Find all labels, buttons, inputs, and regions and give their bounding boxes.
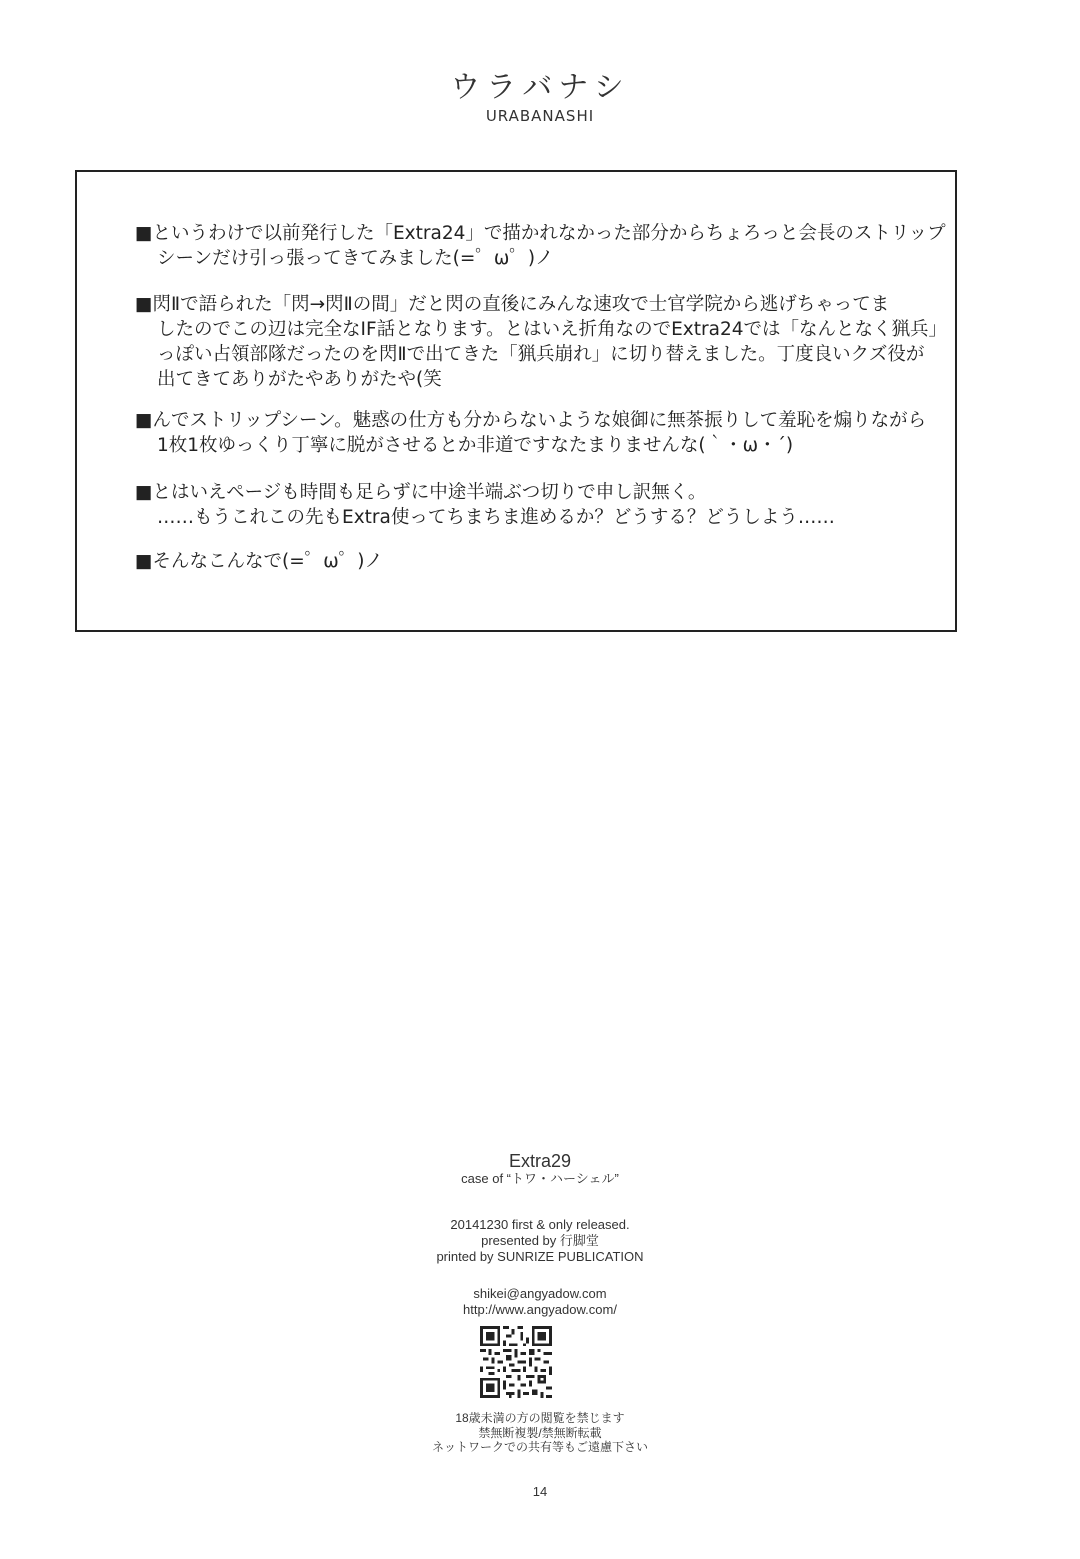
page-header	[0, 70, 1080, 126]
afterword-box	[75, 170, 957, 632]
contact-info	[340, 1286, 740, 1318]
presented-by: presented by 行脚堂	[481, 1233, 599, 1248]
note-paragraph-2	[135, 292, 947, 392]
website-url: http://www.angyadow.com/	[463, 1302, 617, 1317]
notice-block	[340, 1411, 740, 1455]
release-date: 20141230 first & only released.	[450, 1217, 630, 1232]
qr-code-icon	[480, 1326, 552, 1398]
release-info	[340, 1217, 740, 1265]
note-paragraph-5	[135, 549, 895, 574]
note-line: ■とはいえページも時間も足らずに中途半端ぶつ切りで申し訳無く。	[135, 482, 707, 503]
note-paragraph-4	[135, 480, 895, 530]
note-line: したのでこの辺は完全なIF話となります。とはいえ折角なのでExtra24では「なんとなく猟兵」	[157, 319, 947, 340]
note-line: ■閃Ⅱで語られた「閃→閃Ⅱの間」だと閃の直後にみんな速攻で士官学院から逃げちゃってま	[135, 294, 890, 315]
copy-restriction-notice: 禁無断複製/禁無断転載	[478, 1425, 602, 1440]
note-line: 1枚1枚ゆっくり丁寧に脱がさせるとか非道ですなたまりませんな(｀・ω・´)	[157, 435, 794, 456]
page-subtitle: URABANASHI	[485, 107, 595, 125]
page-number: 14	[532, 1484, 548, 1499]
sharing-restriction-notice: ネットワークでの共有等もご遠慮下さい	[431, 1440, 648, 1454]
page-title: ウラバナシ	[450, 70, 630, 105]
case-subtitle: case of “トワ・ハーシェル”	[461, 1171, 619, 1186]
age-restriction-notice: 18歳未満の方の閲覧を禁じます	[455, 1411, 625, 1425]
note-line: ■そんなこんなで(=゜ω゜)ノ	[135, 551, 383, 572]
note-line: ■というわけで以前発行した「Extra24」で描かれなかった部分からちょろっと会長のストリップ	[135, 223, 946, 244]
note-line: シーンだけ引っ張ってきてみました(=゜ω゜)ノ	[157, 248, 554, 269]
printed-by: printed by SUNRIZE PUBLICATION	[436, 1249, 644, 1264]
note-paragraph-1	[135, 221, 946, 271]
note-line: ■んでストリップシーン。魅惑の仕方も分からないような娘御に無茶振りして羞恥を煽りながら	[135, 410, 927, 431]
note-line: ……もうこれこの先もExtra使ってちまちま進めるか？どうする？どうしよう……	[157, 507, 835, 528]
note-paragraph-3	[135, 408, 927, 458]
book-title: Extra29	[508, 1151, 572, 1171]
note-line: 出てきてありがたやありがたや(笑	[157, 369, 442, 390]
note-line: っぽい占領部隊だったのを閃Ⅱで出てきた「猟兵崩れ」に切り替えました。丁度良いクズ役が	[157, 344, 925, 365]
contact-email: shikei@angyadow.com	[473, 1286, 607, 1301]
